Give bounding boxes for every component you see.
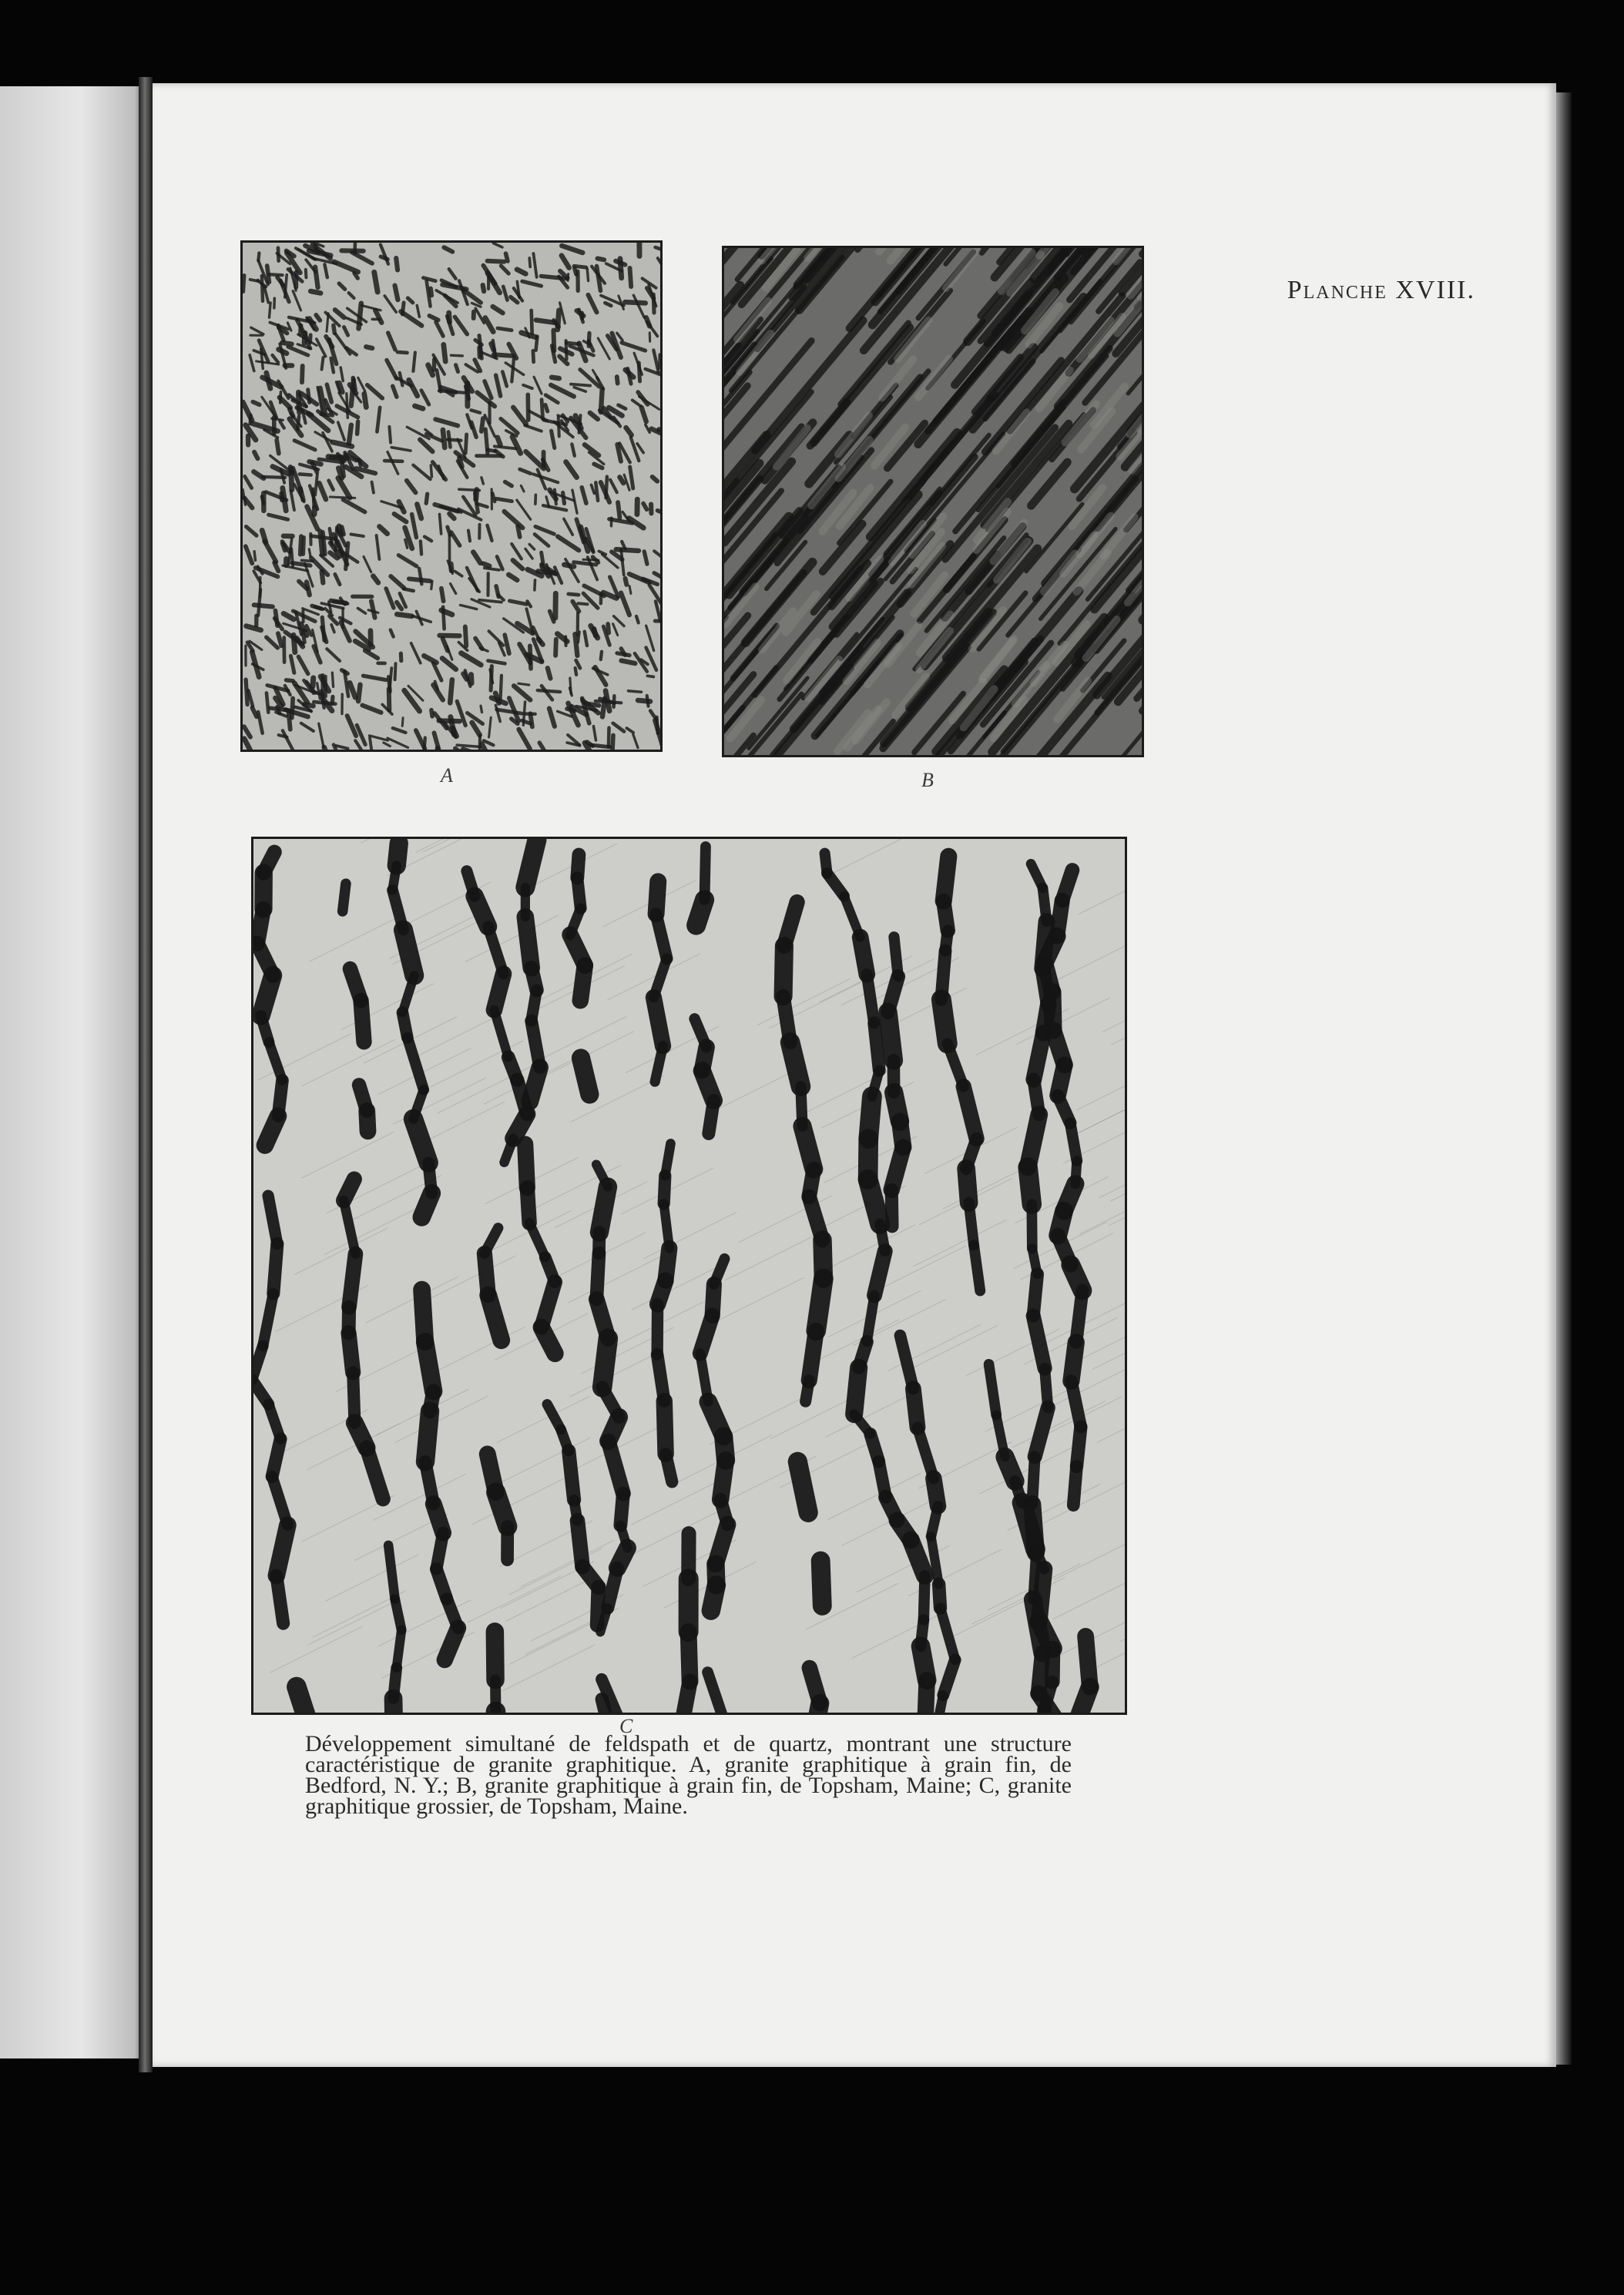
figure-b-label: B bbox=[921, 769, 934, 791]
book-gutter bbox=[139, 77, 153, 2072]
right-page-edge bbox=[1556, 92, 1572, 2065]
left-page-edge bbox=[0, 86, 146, 2058]
figure-b-image bbox=[722, 246, 1144, 757]
figure-a-label: A bbox=[441, 764, 453, 787]
plate-number: Planche XVIII. bbox=[1287, 276, 1475, 304]
figure-c-label: C bbox=[619, 1715, 633, 1737]
figure-a-image bbox=[240, 240, 663, 752]
plate-caption: Développement simultané de feldspath et de quartz, montrant une structure caractéristique de granite graphitique. A, granite graphitique à grain fin, de Bedford, N. Y.; B, granite graphitique à grain fin, de Topsham, Maine; C, granite graphitique grossier, de Topsham, Maine. bbox=[305, 1731, 1072, 1819]
figure-c-image bbox=[251, 837, 1127, 1715]
